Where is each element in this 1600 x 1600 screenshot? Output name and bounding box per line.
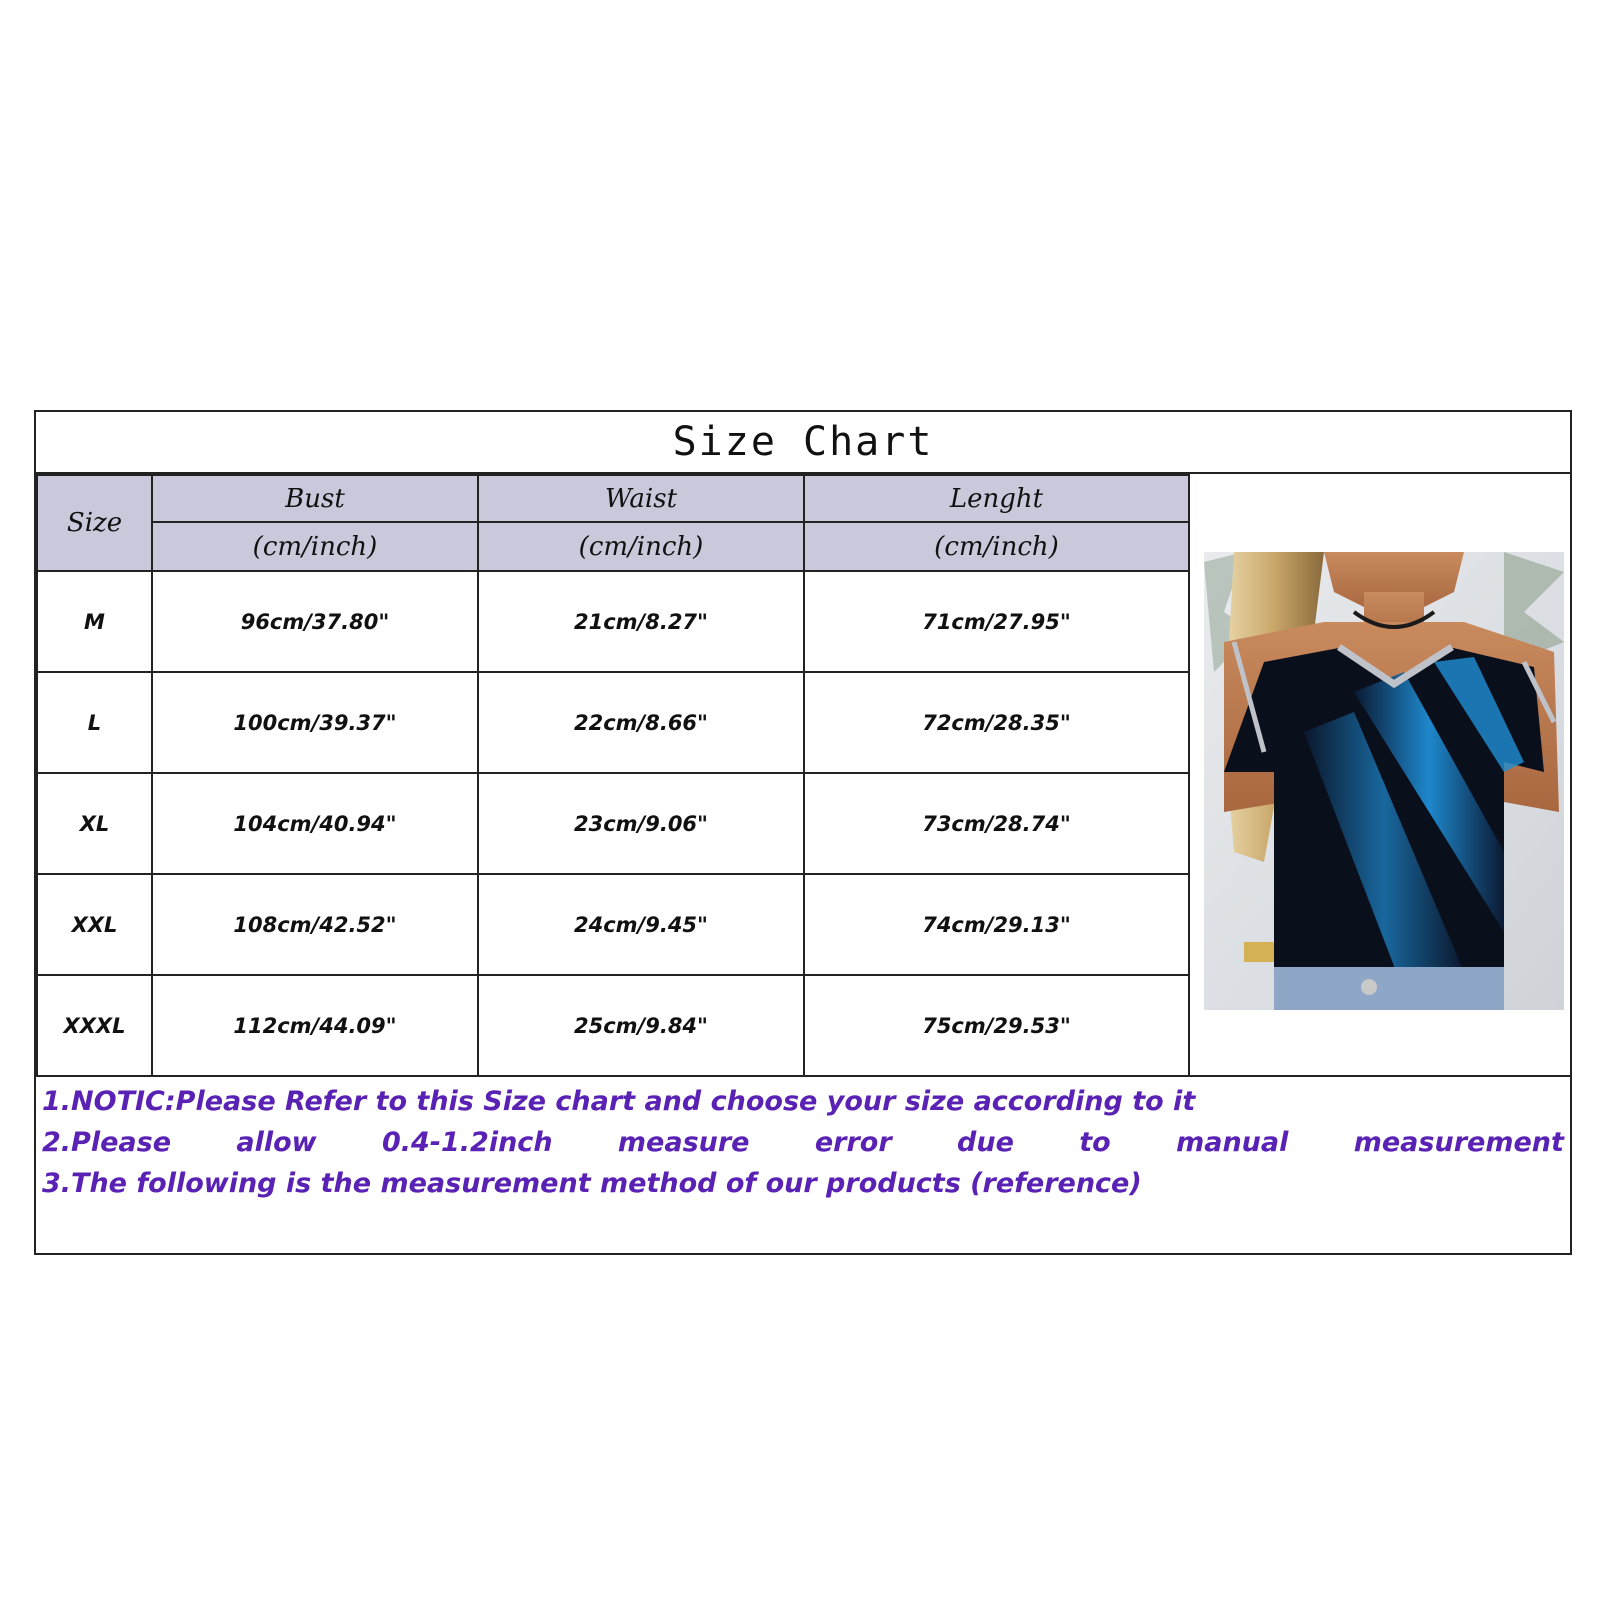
bust-cell: 108cm/42.52"	[152, 874, 478, 975]
note-word: measurement	[1353, 1127, 1564, 1158]
bust-cell: 104cm/40.94"	[152, 773, 478, 874]
note-word: to	[1079, 1127, 1111, 1158]
bust-cell: 112cm/44.09"	[152, 975, 478, 1076]
waist-cell: 24cm/9.45"	[478, 874, 804, 975]
header-bust-unit: (cm/inch)	[152, 522, 478, 571]
table-row	[37, 571, 1189, 672]
product-photo-illustration	[1204, 552, 1564, 1010]
note-word: allow	[236, 1127, 317, 1158]
length-cell: 75cm/29.53"	[804, 975, 1189, 1076]
table-row	[37, 975, 1189, 1076]
header-waist: Waist	[478, 475, 804, 522]
size-cell: M	[37, 571, 152, 672]
note-line-2	[42, 1122, 1570, 1163]
header-bust: Bust	[152, 475, 478, 522]
note-word: measure	[617, 1127, 750, 1158]
bust-cell: 96cm/37.80"	[152, 571, 478, 672]
table-row	[37, 773, 1189, 874]
waist-cell: 22cm/8.66"	[478, 672, 804, 773]
note-word: 0.4-1.2inch	[381, 1127, 553, 1158]
waist-cell: 25cm/9.84"	[478, 975, 804, 1076]
notes	[36, 1075, 1570, 1255]
header-length-unit: (cm/inch)	[804, 522, 1189, 571]
size-cell: XL	[37, 773, 152, 874]
length-cell: 73cm/28.74"	[804, 773, 1189, 874]
note-word: 2.Please	[42, 1127, 172, 1158]
note-word: manual	[1176, 1127, 1289, 1158]
header-waist-unit: (cm/inch)	[478, 522, 804, 571]
table-row	[37, 672, 1189, 773]
table-row	[37, 874, 1189, 975]
length-cell: 71cm/27.95"	[804, 571, 1189, 672]
length-cell: 72cm/28.35"	[804, 672, 1189, 773]
size-chart-frame	[34, 410, 1572, 1255]
header-size: Size	[37, 475, 152, 571]
size-table	[36, 474, 1190, 1077]
chart-title: Size Chart	[36, 412, 1570, 474]
note-line-1: 1.NOTIC:Please Refer to this Size chart and choose your size according to it	[42, 1086, 1196, 1117]
length-cell: 74cm/29.13"	[804, 874, 1189, 975]
product-photo	[1204, 552, 1564, 1010]
size-cell: XXL	[37, 874, 152, 975]
size-cell: XXXL	[37, 975, 152, 1076]
waist-cell: 23cm/9.06"	[478, 773, 804, 874]
note-word: error	[814, 1127, 892, 1158]
size-cell: L	[37, 672, 152, 773]
note-line-3: 3.The following is the measurement method of our products (reference)	[42, 1168, 1142, 1199]
waist-cell: 21cm/8.27"	[478, 571, 804, 672]
note-word: due	[957, 1127, 1014, 1158]
bust-cell: 100cm/39.37"	[152, 672, 478, 773]
header-length: Lenght	[804, 475, 1189, 522]
